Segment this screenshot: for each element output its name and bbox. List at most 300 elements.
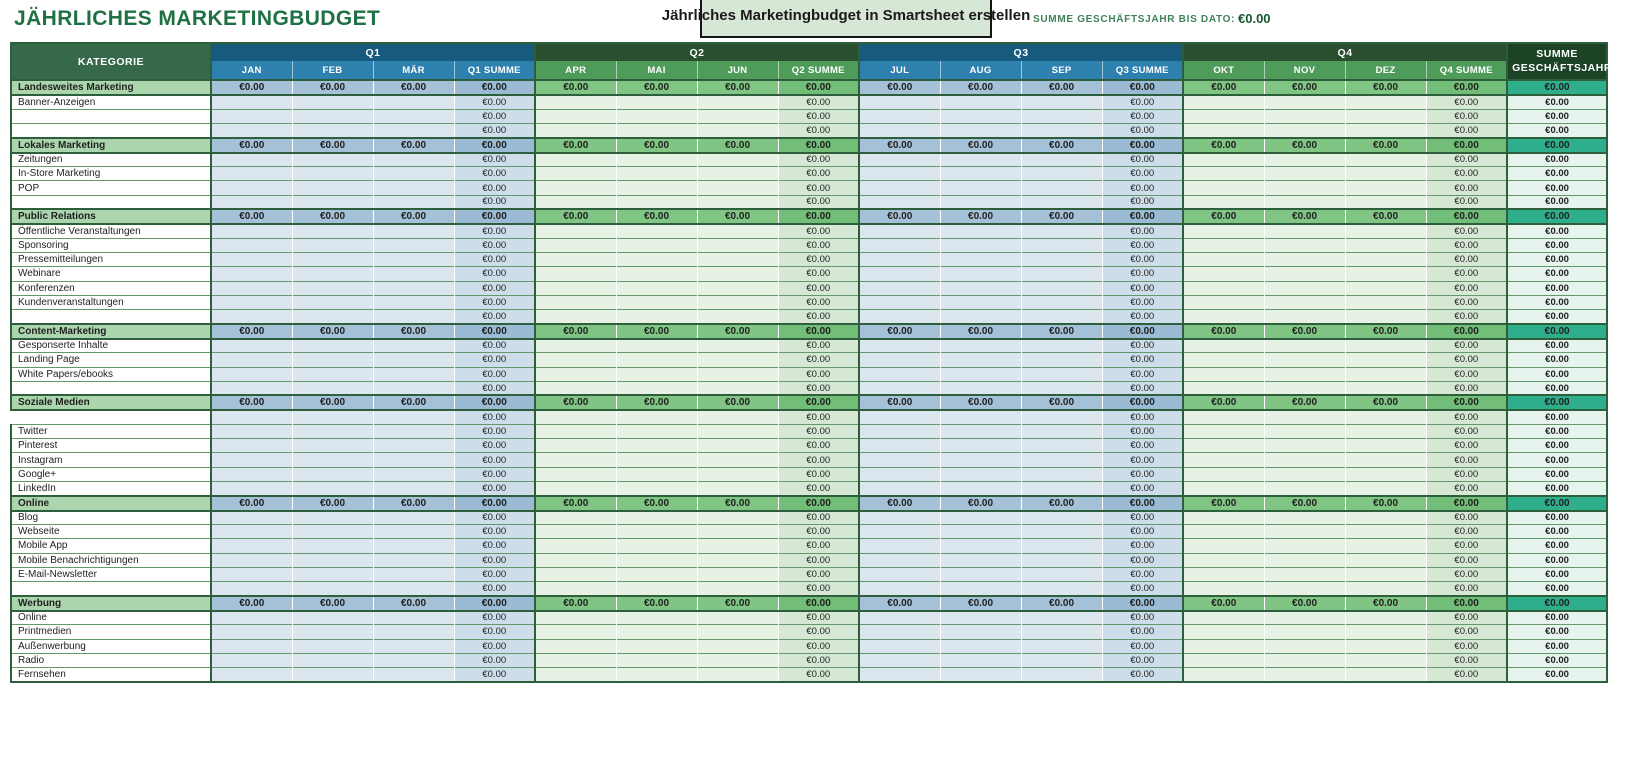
- month-value-cell[interactable]: [1021, 425, 1102, 439]
- quarter-sum-cell[interactable]: €0.00: [1102, 439, 1183, 453]
- month-value-cell[interactable]: [1183, 481, 1264, 495]
- quarter-sum-cell[interactable]: €0.00: [454, 525, 535, 539]
- month-value-cell[interactable]: [1264, 625, 1345, 639]
- month-value-cell[interactable]: [940, 481, 1021, 495]
- month-value-cell[interactable]: [1345, 567, 1426, 581]
- month-value-cell[interactable]: [292, 481, 373, 495]
- section-month-value-cell[interactable]: €0.00: [859, 80, 940, 95]
- month-value-cell[interactable]: [616, 625, 697, 639]
- section-month-value-cell[interactable]: €0.00: [373, 324, 454, 339]
- month-value-cell[interactable]: [535, 123, 616, 137]
- quarter-sum-cell[interactable]: €0.00: [778, 467, 859, 481]
- section-quarter-sum-cell[interactable]: €0.00: [454, 138, 535, 153]
- year-total-cell[interactable]: €0.00: [1507, 339, 1607, 353]
- month-value-cell[interactable]: [211, 453, 292, 467]
- month-value-cell[interactable]: [616, 195, 697, 209]
- month-value-cell[interactable]: [292, 253, 373, 267]
- month-value-cell[interactable]: [616, 123, 697, 137]
- month-value-cell[interactable]: [1345, 309, 1426, 323]
- month-value-cell[interactable]: [1345, 195, 1426, 209]
- year-total-cell[interactable]: €0.00: [1507, 309, 1607, 323]
- section-month-value-cell[interactable]: €0.00: [1183, 324, 1264, 339]
- month-value-cell[interactable]: [1345, 653, 1426, 667]
- month-value-cell[interactable]: [1021, 453, 1102, 467]
- section-month-value-cell[interactable]: €0.00: [1183, 596, 1264, 611]
- quarter-sum-cell[interactable]: €0.00: [454, 281, 535, 295]
- month-value-cell[interactable]: [211, 567, 292, 581]
- month-value-cell[interactable]: [940, 195, 1021, 209]
- month-value-cell[interactable]: [697, 167, 778, 181]
- section-month-value-cell[interactable]: €0.00: [616, 138, 697, 153]
- month-value-cell[interactable]: [292, 567, 373, 581]
- month-value-cell[interactable]: [859, 153, 940, 167]
- year-total-cell[interactable]: €0.00: [1507, 581, 1607, 595]
- month-value-cell[interactable]: [859, 339, 940, 353]
- month-value-cell[interactable]: [697, 95, 778, 109]
- month-value-cell[interactable]: [616, 410, 697, 424]
- section-quarter-sum-cell[interactable]: €0.00: [1102, 80, 1183, 95]
- section-quarter-sum-cell[interactable]: €0.00: [778, 138, 859, 153]
- month-value-cell[interactable]: [373, 639, 454, 653]
- month-value-cell[interactable]: [940, 553, 1021, 567]
- quarter-sum-cell[interactable]: €0.00: [1102, 481, 1183, 495]
- month-value-cell[interactable]: [211, 667, 292, 681]
- month-value-cell[interactable]: [1345, 253, 1426, 267]
- section-month-value-cell[interactable]: €0.00: [292, 395, 373, 410]
- quarter-sum-cell[interactable]: €0.00: [1102, 425, 1183, 439]
- month-value-cell[interactable]: [859, 481, 940, 495]
- month-value-cell[interactable]: [616, 309, 697, 323]
- month-value-cell[interactable]: [940, 653, 1021, 667]
- month-value-cell[interactable]: [697, 581, 778, 595]
- month-value-cell[interactable]: [1345, 467, 1426, 481]
- month-value-cell[interactable]: [697, 253, 778, 267]
- month-value-cell[interactable]: [697, 281, 778, 295]
- month-value-cell[interactable]: [1264, 567, 1345, 581]
- month-value-cell[interactable]: [292, 581, 373, 595]
- year-total-cell[interactable]: €0.00: [1507, 267, 1607, 281]
- month-value-cell[interactable]: [373, 611, 454, 625]
- month-value-cell[interactable]: [1021, 467, 1102, 481]
- month-value-cell[interactable]: [940, 539, 1021, 553]
- section-month-value-cell[interactable]: €0.00: [1021, 138, 1102, 153]
- section-quarter-sum-cell[interactable]: €0.00: [454, 596, 535, 611]
- row-label-cell[interactable]: Twitter: [11, 425, 211, 439]
- section-quarter-sum-cell[interactable]: €0.00: [778, 209, 859, 224]
- quarter-sum-cell[interactable]: €0.00: [454, 553, 535, 567]
- year-total-cell[interactable]: €0.00: [1507, 511, 1607, 525]
- month-value-cell[interactable]: [1021, 667, 1102, 681]
- month-value-cell[interactable]: [1021, 511, 1102, 525]
- month-value-cell[interactable]: [1345, 109, 1426, 123]
- month-value-cell[interactable]: [697, 525, 778, 539]
- month-value-cell[interactable]: [859, 581, 940, 595]
- section-label-cell[interactable]: Landesweites Marketing: [11, 80, 211, 95]
- month-value-cell[interactable]: [1021, 410, 1102, 424]
- month-value-cell[interactable]: [1021, 539, 1102, 553]
- month-value-cell[interactable]: [373, 295, 454, 309]
- month-value-cell[interactable]: [1183, 511, 1264, 525]
- month-value-cell[interactable]: [616, 224, 697, 238]
- month-value-cell[interactable]: [940, 381, 1021, 395]
- month-value-cell[interactable]: [211, 224, 292, 238]
- quarter-sum-cell[interactable]: €0.00: [1426, 109, 1507, 123]
- month-value-cell[interactable]: [1264, 239, 1345, 253]
- row-label-cell[interactable]: [11, 195, 211, 209]
- month-value-cell[interactable]: [697, 353, 778, 367]
- quarter-sum-cell[interactable]: €0.00: [1426, 539, 1507, 553]
- month-value-cell[interactable]: [373, 181, 454, 195]
- quarter-sum-cell[interactable]: €0.00: [454, 539, 535, 553]
- month-value-cell[interactable]: [859, 253, 940, 267]
- month-value-cell[interactable]: [940, 224, 1021, 238]
- quarter-sum-cell[interactable]: €0.00: [1102, 253, 1183, 267]
- month-value-cell[interactable]: [1264, 281, 1345, 295]
- year-total-cell[interactable]: €0.00: [1507, 667, 1607, 681]
- month-value-cell[interactable]: [940, 295, 1021, 309]
- month-value-cell[interactable]: [1183, 367, 1264, 381]
- section-month-value-cell[interactable]: €0.00: [373, 209, 454, 224]
- month-value-cell[interactable]: [859, 453, 940, 467]
- month-value-cell[interactable]: [211, 525, 292, 539]
- quarter-sum-cell[interactable]: €0.00: [454, 309, 535, 323]
- month-value-cell[interactable]: [1021, 95, 1102, 109]
- quarter-sum-cell[interactable]: €0.00: [454, 167, 535, 181]
- month-value-cell[interactable]: [373, 353, 454, 367]
- section-month-value-cell[interactable]: €0.00: [697, 138, 778, 153]
- section-quarter-sum-cell[interactable]: €0.00: [1102, 596, 1183, 611]
- section-month-value-cell[interactable]: €0.00: [616, 395, 697, 410]
- month-value-cell[interactable]: [1345, 381, 1426, 395]
- month-value-cell[interactable]: [292, 525, 373, 539]
- month-value-cell[interactable]: [535, 281, 616, 295]
- year-total-cell[interactable]: €0.00: [1507, 109, 1607, 123]
- month-value-cell[interactable]: [1021, 653, 1102, 667]
- quarter-sum-cell[interactable]: €0.00: [778, 123, 859, 137]
- month-value-cell[interactable]: [211, 295, 292, 309]
- year-total-cell[interactable]: €0.00: [1507, 539, 1607, 553]
- section-month-value-cell[interactable]: €0.00: [697, 596, 778, 611]
- month-value-cell[interactable]: [1264, 525, 1345, 539]
- section-month-value-cell[interactable]: €0.00: [535, 80, 616, 95]
- month-value-cell[interactable]: [697, 123, 778, 137]
- month-value-cell[interactable]: [1183, 439, 1264, 453]
- month-value-cell[interactable]: [1264, 95, 1345, 109]
- year-total-cell[interactable]: €0.00: [1507, 453, 1607, 467]
- month-value-cell[interactable]: [1345, 167, 1426, 181]
- section-month-value-cell[interactable]: €0.00: [1264, 138, 1345, 153]
- month-value-cell[interactable]: [1345, 539, 1426, 553]
- month-value-cell[interactable]: [535, 567, 616, 581]
- quarter-sum-cell[interactable]: €0.00: [454, 625, 535, 639]
- month-value-cell[interactable]: [1345, 511, 1426, 525]
- section-month-value-cell[interactable]: €0.00: [373, 596, 454, 611]
- month-value-cell[interactable]: [859, 381, 940, 395]
- row-label-cell[interactable]: Printmedien: [11, 625, 211, 639]
- month-value-cell[interactable]: [292, 353, 373, 367]
- month-value-cell[interactable]: [211, 195, 292, 209]
- section-month-value-cell[interactable]: €0.00: [1183, 496, 1264, 511]
- quarter-sum-cell[interactable]: €0.00: [778, 611, 859, 625]
- quarter-sum-cell[interactable]: €0.00: [1426, 653, 1507, 667]
- month-value-cell[interactable]: [535, 367, 616, 381]
- quarter-sum-cell[interactable]: €0.00: [1426, 481, 1507, 495]
- month-value-cell[interactable]: [616, 511, 697, 525]
- month-value-cell[interactable]: [616, 467, 697, 481]
- quarter-sum-cell[interactable]: €0.00: [1102, 553, 1183, 567]
- section-quarter-sum-cell[interactable]: €0.00: [454, 324, 535, 339]
- month-value-cell[interactable]: [211, 267, 292, 281]
- month-value-cell[interactable]: [373, 267, 454, 281]
- month-value-cell[interactable]: [1345, 667, 1426, 681]
- quarter-sum-cell[interactable]: €0.00: [1102, 410, 1183, 424]
- month-value-cell[interactable]: [697, 511, 778, 525]
- month-value-cell[interactable]: [211, 581, 292, 595]
- month-value-cell[interactable]: [211, 539, 292, 553]
- month-value-cell[interactable]: [1021, 639, 1102, 653]
- month-value-cell[interactable]: [940, 625, 1021, 639]
- month-value-cell[interactable]: [1264, 367, 1345, 381]
- quarter-sum-cell[interactable]: €0.00: [778, 581, 859, 595]
- month-value-cell[interactable]: [373, 425, 454, 439]
- month-value-cell[interactable]: [616, 109, 697, 123]
- month-value-cell[interactable]: [373, 567, 454, 581]
- month-value-cell[interactable]: [1183, 553, 1264, 567]
- section-quarter-sum-cell[interactable]: €0.00: [1426, 324, 1507, 339]
- month-value-cell[interactable]: [1345, 339, 1426, 353]
- month-value-cell[interactable]: [940, 511, 1021, 525]
- month-value-cell[interactable]: [211, 353, 292, 367]
- quarter-sum-cell[interactable]: €0.00: [1426, 381, 1507, 395]
- month-value-cell[interactable]: [616, 653, 697, 667]
- section-month-value-cell[interactable]: €0.00: [211, 596, 292, 611]
- month-value-cell[interactable]: [1183, 309, 1264, 323]
- month-value-cell[interactable]: [616, 353, 697, 367]
- month-value-cell[interactable]: [859, 439, 940, 453]
- month-value-cell[interactable]: [1264, 425, 1345, 439]
- month-value-cell[interactable]: [292, 539, 373, 553]
- month-value-cell[interactable]: [1264, 539, 1345, 553]
- month-value-cell[interactable]: [1264, 295, 1345, 309]
- quarter-sum-cell[interactable]: €0.00: [778, 109, 859, 123]
- quarter-sum-cell[interactable]: €0.00: [1102, 567, 1183, 581]
- month-value-cell[interactable]: [211, 123, 292, 137]
- month-value-cell[interactable]: [535, 95, 616, 109]
- year-total-cell[interactable]: €0.00: [1507, 525, 1607, 539]
- quarter-sum-cell[interactable]: €0.00: [778, 367, 859, 381]
- quarter-sum-cell[interactable]: €0.00: [1102, 353, 1183, 367]
- month-value-cell[interactable]: [697, 439, 778, 453]
- month-value-cell[interactable]: [1183, 453, 1264, 467]
- year-total-cell[interactable]: €0.00: [1507, 224, 1607, 238]
- month-value-cell[interactable]: [1345, 367, 1426, 381]
- month-value-cell[interactable]: [373, 481, 454, 495]
- section-month-value-cell[interactable]: €0.00: [1345, 496, 1426, 511]
- month-value-cell[interactable]: [1264, 253, 1345, 267]
- month-value-cell[interactable]: [1264, 581, 1345, 595]
- row-label-cell[interactable]: Mobile App: [11, 539, 211, 553]
- month-value-cell[interactable]: [1345, 267, 1426, 281]
- quarter-sum-cell[interactable]: €0.00: [778, 567, 859, 581]
- month-value-cell[interactable]: [1183, 339, 1264, 353]
- section-month-value-cell[interactable]: €0.00: [1183, 395, 1264, 410]
- month-value-cell[interactable]: [859, 467, 940, 481]
- month-value-cell[interactable]: [373, 525, 454, 539]
- section-month-value-cell[interactable]: €0.00: [859, 324, 940, 339]
- quarter-sum-cell[interactable]: €0.00: [778, 481, 859, 495]
- month-value-cell[interactable]: [292, 553, 373, 567]
- month-value-cell[interactable]: [616, 367, 697, 381]
- quarter-sum-cell[interactable]: €0.00: [1426, 425, 1507, 439]
- year-total-cell[interactable]: €0.00: [1507, 439, 1607, 453]
- month-value-cell[interactable]: [616, 339, 697, 353]
- row-label-cell[interactable]: [11, 581, 211, 595]
- month-value-cell[interactable]: [373, 167, 454, 181]
- section-quarter-sum-cell[interactable]: €0.00: [1102, 496, 1183, 511]
- month-value-cell[interactable]: [1021, 167, 1102, 181]
- quarter-sum-cell[interactable]: €0.00: [778, 639, 859, 653]
- month-value-cell[interactable]: [616, 381, 697, 395]
- month-value-cell[interactable]: [535, 467, 616, 481]
- section-label-cell[interactable]: Content-Marketing: [11, 324, 211, 339]
- quarter-sum-cell[interactable]: €0.00: [1426, 439, 1507, 453]
- row-label-cell[interactable]: In-Store Marketing: [11, 167, 211, 181]
- row-label-cell[interactable]: Webinare: [11, 267, 211, 281]
- quarter-sum-cell[interactable]: €0.00: [778, 410, 859, 424]
- month-value-cell[interactable]: [859, 239, 940, 253]
- row-label-cell[interactable]: Gesponserte Inhalte: [11, 339, 211, 353]
- row-label-cell[interactable]: Radio: [11, 653, 211, 667]
- quarter-sum-cell[interactable]: €0.00: [778, 281, 859, 295]
- section-month-value-cell[interactable]: €0.00: [535, 324, 616, 339]
- month-value-cell[interactable]: [1183, 267, 1264, 281]
- month-value-cell[interactable]: [1183, 167, 1264, 181]
- month-value-cell[interactable]: [616, 267, 697, 281]
- month-value-cell[interactable]: [697, 267, 778, 281]
- month-value-cell[interactable]: [1264, 153, 1345, 167]
- quarter-sum-cell[interactable]: €0.00: [778, 439, 859, 453]
- quarter-sum-cell[interactable]: €0.00: [1102, 281, 1183, 295]
- row-label-cell[interactable]: Konferenzen: [11, 281, 211, 295]
- section-month-value-cell[interactable]: €0.00: [1345, 80, 1426, 95]
- quarter-sum-cell[interactable]: €0.00: [778, 653, 859, 667]
- month-value-cell[interactable]: [373, 381, 454, 395]
- month-value-cell[interactable]: [535, 353, 616, 367]
- month-value-cell[interactable]: [1183, 425, 1264, 439]
- month-value-cell[interactable]: [1345, 224, 1426, 238]
- section-year-total-cell[interactable]: €0.00: [1507, 80, 1607, 95]
- month-value-cell[interactable]: [697, 309, 778, 323]
- quarter-sum-cell[interactable]: €0.00: [454, 425, 535, 439]
- section-month-value-cell[interactable]: €0.00: [1183, 138, 1264, 153]
- month-value-cell[interactable]: [1021, 567, 1102, 581]
- section-month-value-cell[interactable]: €0.00: [1264, 80, 1345, 95]
- section-month-value-cell[interactable]: €0.00: [697, 496, 778, 511]
- year-total-cell[interactable]: €0.00: [1507, 181, 1607, 195]
- month-value-cell[interactable]: [1183, 195, 1264, 209]
- row-label-cell[interactable]: Fernsehen: [11, 667, 211, 681]
- month-value-cell[interactable]: [859, 539, 940, 553]
- month-value-cell[interactable]: [211, 153, 292, 167]
- section-month-value-cell[interactable]: €0.00: [535, 395, 616, 410]
- section-month-value-cell[interactable]: €0.00: [940, 395, 1021, 410]
- quarter-sum-cell[interactable]: €0.00: [778, 425, 859, 439]
- month-value-cell[interactable]: [859, 567, 940, 581]
- month-value-cell[interactable]: [373, 281, 454, 295]
- row-label-cell[interactable]: White Papers/ebooks: [11, 367, 211, 381]
- section-month-value-cell[interactable]: €0.00: [1264, 209, 1345, 224]
- row-label-cell[interactable]: POP: [11, 181, 211, 195]
- quarter-sum-cell[interactable]: €0.00: [778, 553, 859, 567]
- month-value-cell[interactable]: [1183, 639, 1264, 653]
- quarter-sum-cell[interactable]: €0.00: [454, 239, 535, 253]
- month-value-cell[interactable]: [292, 281, 373, 295]
- month-value-cell[interactable]: [535, 553, 616, 567]
- quarter-sum-cell[interactable]: €0.00: [1426, 410, 1507, 424]
- month-value-cell[interactable]: [1183, 410, 1264, 424]
- month-value-cell[interactable]: [1264, 410, 1345, 424]
- quarter-sum-cell[interactable]: €0.00: [1426, 511, 1507, 525]
- month-value-cell[interactable]: [1183, 281, 1264, 295]
- month-value-cell[interactable]: [697, 367, 778, 381]
- year-total-cell[interactable]: €0.00: [1507, 639, 1607, 653]
- quarter-sum-cell[interactable]: €0.00: [1426, 281, 1507, 295]
- section-month-value-cell[interactable]: €0.00: [211, 209, 292, 224]
- month-value-cell[interactable]: [1183, 525, 1264, 539]
- month-value-cell[interactable]: [859, 525, 940, 539]
- section-month-value-cell[interactable]: €0.00: [1345, 138, 1426, 153]
- month-value-cell[interactable]: [373, 123, 454, 137]
- month-value-cell[interactable]: [292, 511, 373, 525]
- month-value-cell[interactable]: [859, 281, 940, 295]
- month-value-cell[interactable]: [1264, 195, 1345, 209]
- month-value-cell[interactable]: [859, 511, 940, 525]
- month-value-cell[interactable]: [211, 381, 292, 395]
- month-value-cell[interactable]: [292, 295, 373, 309]
- month-value-cell[interactable]: [940, 153, 1021, 167]
- section-label-cell[interactable]: Werbung: [11, 596, 211, 611]
- section-month-value-cell[interactable]: €0.00: [292, 324, 373, 339]
- month-value-cell[interactable]: [1345, 453, 1426, 467]
- quarter-sum-cell[interactable]: €0.00: [454, 109, 535, 123]
- month-value-cell[interactable]: [1345, 425, 1426, 439]
- section-month-value-cell[interactable]: €0.00: [616, 209, 697, 224]
- section-month-value-cell[interactable]: €0.00: [535, 596, 616, 611]
- row-label-cell[interactable]: Landing Page: [11, 353, 211, 367]
- section-month-value-cell[interactable]: €0.00: [211, 324, 292, 339]
- month-value-cell[interactable]: [616, 153, 697, 167]
- month-value-cell[interactable]: [211, 425, 292, 439]
- quarter-sum-cell[interactable]: €0.00: [778, 224, 859, 238]
- month-value-cell[interactable]: [211, 95, 292, 109]
- section-month-value-cell[interactable]: €0.00: [616, 324, 697, 339]
- row-label-cell[interactable]: [11, 410, 211, 424]
- month-value-cell[interactable]: [697, 295, 778, 309]
- month-value-cell[interactable]: [940, 581, 1021, 595]
- month-value-cell[interactable]: [373, 667, 454, 681]
- month-value-cell[interactable]: [292, 611, 373, 625]
- section-month-value-cell[interactable]: €0.00: [292, 80, 373, 95]
- section-month-value-cell[interactable]: €0.00: [292, 596, 373, 611]
- month-value-cell[interactable]: [292, 653, 373, 667]
- month-value-cell[interactable]: [373, 224, 454, 238]
- section-quarter-sum-cell[interactable]: €0.00: [778, 496, 859, 511]
- row-label-cell[interactable]: Pressemitteilungen: [11, 253, 211, 267]
- month-value-cell[interactable]: [940, 425, 1021, 439]
- month-value-cell[interactable]: [1021, 309, 1102, 323]
- year-total-cell[interactable]: €0.00: [1507, 281, 1607, 295]
- month-value-cell[interactable]: [859, 224, 940, 238]
